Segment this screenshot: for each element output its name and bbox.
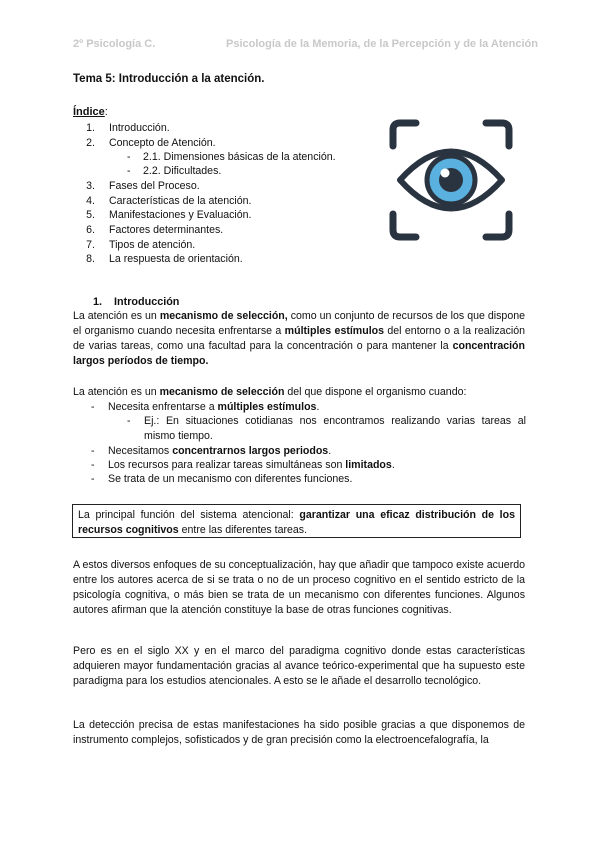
bullet-dash: - bbox=[127, 415, 131, 427]
paragraph-definition: La atención es un mecanismo de selección, como un conjunto de recursos de los que dispone el organismo cuando necesita enfrentarse a múltiples estímulos del entorno o a la realización de varias tareas, como una facultad para la concentración o para mantener la concentración largos períodos de tiempo. bbox=[73, 310, 526, 367]
section-heading: 1. Introducción bbox=[93, 296, 180, 308]
corner-bracket-icon bbox=[486, 123, 509, 146]
paragraph-detection: La detección precisa de estas manifestaciones ha sido posible gracias a que disponemos de instrumento complejos, sofisticados y de gran precisión como la electroencefalografía, la bbox=[73, 719, 525, 746]
index-heading: Índice: bbox=[73, 106, 108, 118]
paragraph-history: Pero es en el siglo XX y en el marco del paradigma cognitivo donde estas características adquieren mayor fundamentación gracias al avance teórico-experimental que ha supuesto este paradigma para los estudios atencionales. A esto se le añade el desarrollo tecnológico. bbox=[73, 645, 525, 687]
bullet-item: Necesitamos concentrarnos largos periodos. bbox=[108, 445, 332, 457]
bullet-dash: - bbox=[91, 459, 95, 471]
corner-bracket-icon bbox=[393, 123, 416, 146]
bullet-dash: - bbox=[91, 401, 95, 413]
bullet-dash: - bbox=[91, 445, 95, 457]
bullet-item: Necesita enfrentarse a múltiples estímulos. bbox=[108, 401, 320, 413]
header-subject: Psicología de la Memoria, de la Percepción y de la Atención bbox=[226, 38, 538, 50]
bullet-subitem: Ej.: En situaciones cotidianas nos encontramos realizando varias tareas al mismo tiempo. bbox=[144, 415, 526, 442]
highlight-box: La principal función del sistema atencional: garantizar una eficaz distribución de los recursos cognitivos entre las diferentes tareas. bbox=[72, 504, 521, 538]
bullet-dash: - bbox=[91, 473, 95, 485]
paragraph-approaches: A estos diversos enfoques de su conceptualización, hay que añadir que tampoco existe acuerdo entre los autores acerca de si se trata o no de un proceso cognitivo en el sentido estricto de la psicología cognitiva, o más bien se trata de un mecanismo con diferentes funciones. Algunos autores afirman que la atención constituye la base de otras funciones cognitivas. bbox=[73, 559, 525, 616]
paragraph-mechanism: La atención es un mecanismo de selección del que dispone el organismo cuando: bbox=[73, 386, 467, 398]
corner-bracket-icon bbox=[486, 214, 509, 237]
header-course: 2º Psicología C. bbox=[73, 38, 156, 50]
bullet-item: Se trata de un mecanismo con diferentes funciones. bbox=[108, 473, 353, 485]
page-title: Tema 5: Introducción a la atención. bbox=[73, 73, 265, 85]
eye-highlight-icon bbox=[441, 169, 450, 178]
bullet-item: Los recursos para realizar tareas simultáneas son limitados. bbox=[108, 459, 395, 471]
eye-focus-icon bbox=[388, 118, 514, 242]
corner-bracket-icon bbox=[393, 214, 416, 237]
